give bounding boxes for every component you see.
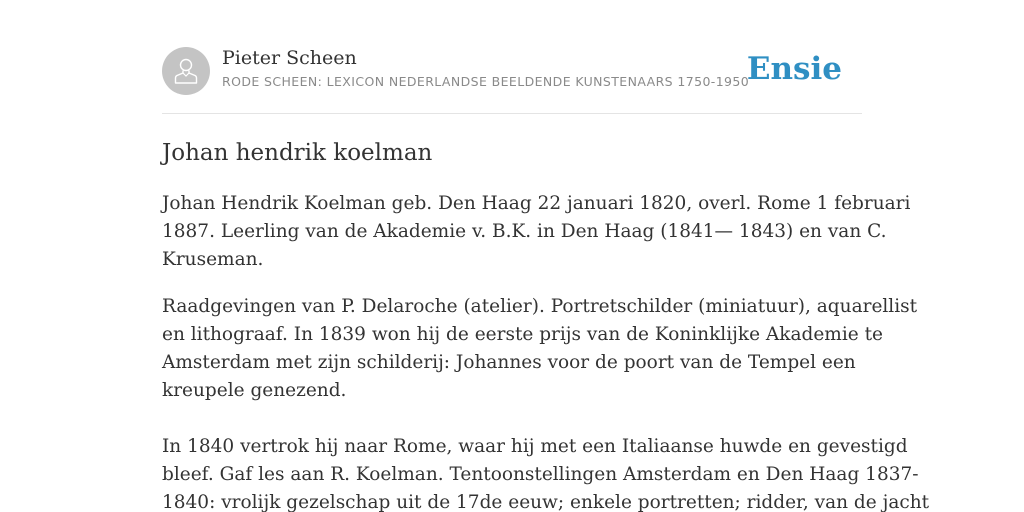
paragraph xyxy=(162,293,918,405)
paragraph-line: Raadgevingen van P. Delaroche (atelier). Portretschilder (miniatuur), aquarellist xyxy=(162,296,918,317)
paragraph-line: en lithograaf. In 1839 won hij de eerste prijs van de Koninklijke Akademie te xyxy=(162,324,883,345)
author-avatar[interactable] xyxy=(162,47,210,95)
header-divider xyxy=(162,113,862,114)
user-icon xyxy=(174,57,198,85)
paragraph-line: Kruseman. xyxy=(162,249,264,270)
source-title[interactable]: RODE SCHEEN: LEXICON NEDERLANDSE BEELDENDE KUNSTENAARS 1750-1950 xyxy=(222,74,750,89)
paragraph-line: 1887. Leerling van de Akademie v. B.K. in Den Haag (1841— 1843) en van C. xyxy=(162,221,887,242)
ensie-logo[interactable]: Ensie xyxy=(746,51,842,87)
paragraph xyxy=(162,433,930,512)
article-header xyxy=(162,46,862,96)
paragraph-line: bleef. Gaf les aan R. Koelman. Tentoonstellingen Amsterdam en Den Haag 1837- xyxy=(162,464,919,485)
paragraph-line: kreupele genezend. xyxy=(162,380,347,401)
article-title: Johan hendrik koelman xyxy=(162,140,433,166)
paragraph-line: In 1840 vertrok hij naar Rome, waar hij met een Italiaanse huwde en gevestigd xyxy=(162,436,908,457)
article-body xyxy=(162,190,930,512)
paragraph-line: 1840: vrolijk gezelschap uit de 17de eeuw; enkele portretten; ridder, van de jacht xyxy=(162,492,930,512)
author-name[interactable]: Pieter Scheen xyxy=(222,47,357,69)
paragraph xyxy=(162,190,911,274)
paragraph-line: Amsterdam met zijn schilderij: Johannes voor de poort van de Tempel een xyxy=(162,352,856,373)
paragraph-line: Johan Hendrik Koelman geb. Den Haag 22 januari 1820, overl. Rome 1 februari xyxy=(162,193,911,214)
